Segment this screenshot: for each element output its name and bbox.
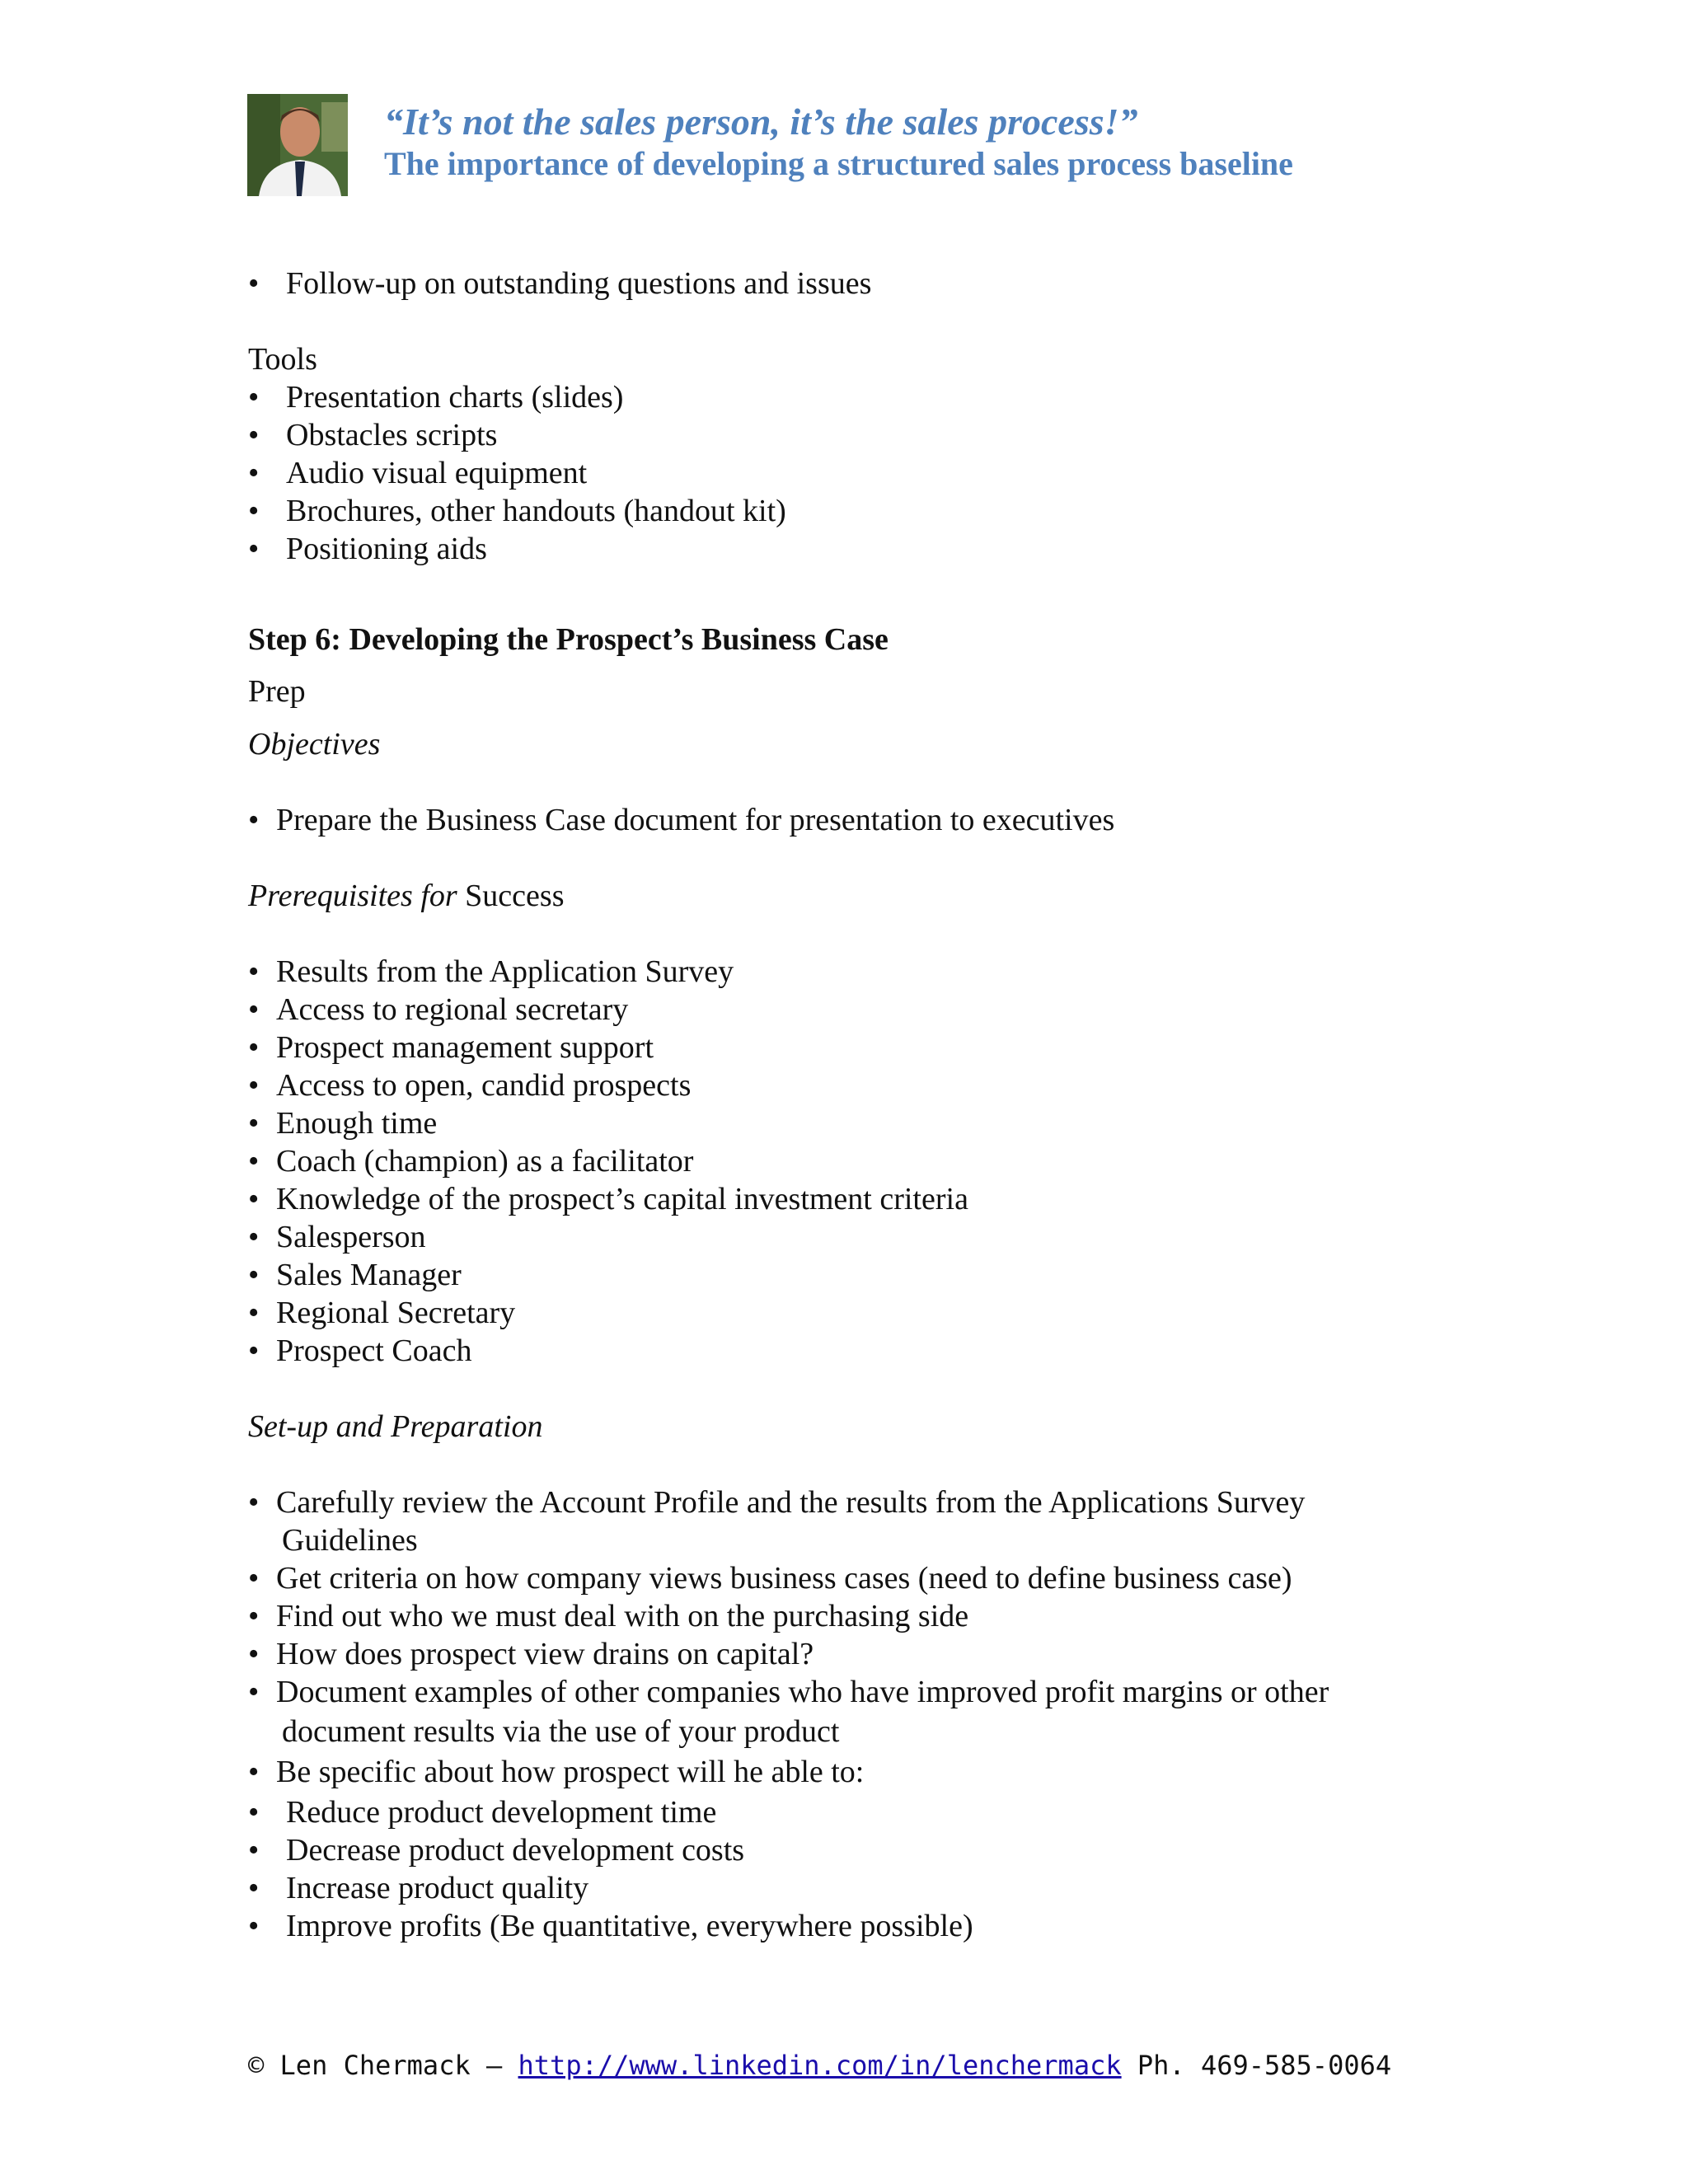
- document-page: “It’s not the sales person, it’s the sales process!” The importance of developing a structured sales process baseline • Follow-up on outstanding questions and issues Tools • Presentation charts (slides) • Obstacles scripts • Audio visual equipment • Brochures, other handouts (handout kit) • Positioning aids Step 6: Developing the Prospect’s Business Case Prep Objectives • Prepare the Business Case document for presentation to executives Prerequisites for Success • Results from the Application Survey • Access to regional secretary • Prospect management support • Access to open, candid prospects • Enough time • Coach (champion) as a facilitator • Knowledge of the prospect’s capital investment criteria • Salesperson • Sales Manager • Regional Secretary • Prospect Coach Set-up and Preparation • Carefully review the Account Profile and the results from the Applications Survey Guidelines • Get criteria on how company views business cases (need to define business case) • Find out who we must deal with on the purchasing side • How does prospect view drains on capital? • Document examples of other companies who have improved profit margins or other document results via the use of your product • Be specific about how prospect will he able to: • Reduce product development time • Decrease product development costs • Increase product quality • Improve profits (Be quantitative, everywhere possible) © Len Chermack – http://www.linkedin.com/in/lenchermack Ph. 469-585-0064: [0, 0, 1688, 2184]
- footer-copyright: © Len Chermack –: [248, 2050, 518, 2081]
- header-quote: “It’s not the sales person, it’s the sales process!”: [384, 101, 1138, 143]
- list-item-continuation: document results via the use of your product: [282, 1714, 840, 1749]
- objectives-heading: Objectives: [248, 727, 381, 762]
- author-photo: [247, 94, 348, 196]
- setup-heading: Set-up and Preparation: [248, 1409, 543, 1444]
- header-subtitle: The importance of developing a structured sales process baseline: [384, 145, 1293, 182]
- footer-phone: Ph. 469-585-0064: [1121, 2050, 1392, 2081]
- prerequisites-heading: Prerequisites for Success: [248, 879, 565, 913]
- author-portrait-image: [247, 94, 348, 196]
- section-heading: Step 6: Developing the Prospect’s Business Case: [248, 622, 889, 657]
- list-item-continuation: Guidelines: [282, 1523, 418, 1558]
- page-footer: [248, 2049, 1391, 2082]
- bullet: •: [248, 266, 260, 301]
- page-header: [247, 94, 1319, 199]
- prep-label: Prep: [248, 674, 306, 709]
- tools-heading: Tools: [248, 342, 317, 377]
- linkedin-link[interactable]: http://www.linkedin.com/in/lenchermack: [518, 2050, 1122, 2081]
